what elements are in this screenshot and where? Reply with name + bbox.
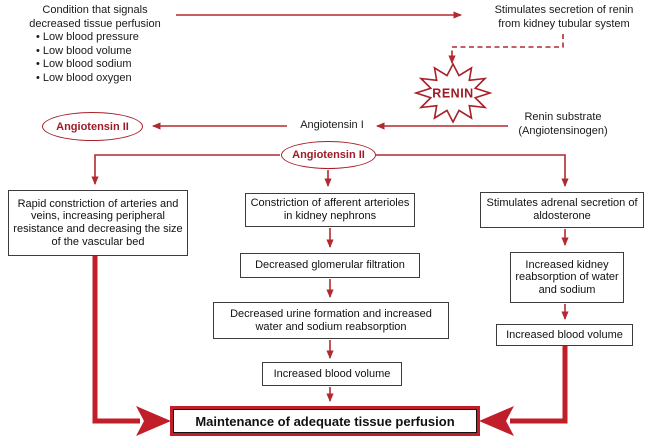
box-adrenal-secretion: Stimulates adrenal secretion of aldosterone [480,192,644,228]
angiotensin-ii-ellipse-left: Angiotensin II [42,112,143,141]
angiotensin-i-label: Angiotensin I [300,119,364,131]
bullet-low-blood-oxygen: • Low blood oxygen [36,71,132,84]
box-decreased-urine: Decreased urine formation and increased water and sodium reabsorption [213,302,449,339]
big-arrowhead-left [136,406,171,436]
condition-block [16,4,174,85]
thick-line-right [510,346,565,421]
box-increased-blood-volume-mid: Increased blood volume [262,362,402,386]
box-afferent-constriction: Constriction of afferent arterioles in kidney nephrons [245,193,415,227]
branch-left [95,155,280,184]
condition-line2: decreased tissue perfusion [29,17,161,30]
bullet-low-blood-volume: • Low blood volume [36,44,132,57]
condition-bullets [16,31,174,85]
angiotensin-ii-ellipse-center: Angiotensin II [281,141,376,169]
box-decreased-filtration: Decreased glomerular filtration [240,253,420,278]
box-rapid-constriction: Rapid constriction of arteries and veins, increasing peripheral resistance and decreasing the size of the vascular bed [8,190,188,256]
renin-label: RENIN [432,86,474,101]
stimulates-renin-text [481,4,647,31]
renin-substrate-line1: Renin substrate [524,111,602,123]
thick-line-left [95,256,140,421]
condition-line1: Condition that signals [42,4,148,16]
renin-substrate-text [487,111,639,138]
stimulates-line2: from kidney tubular system [498,17,630,30]
stimulates-line1: Stimulates secretion of renin [494,4,634,16]
box-kidney-reabsorption: Increased kidney reabsorption of water and sodium [510,252,624,303]
dashed-arrow-to-renin [452,34,563,63]
branch-right [376,155,565,186]
big-arrowhead-right [479,406,514,436]
renin-substrate-line2: (Angiotensinogen) [518,124,608,137]
bullet-low-blood-pressure: • Low blood pressure [36,31,139,43]
bullet-low-blood-sodium: • Low blood sodium [36,58,132,70]
box-maintenance: Maintenance of adequate tissue perfusion [173,409,477,433]
box-maintenance-outer [170,406,480,436]
box-increased-blood-volume-right: Increased blood volume [496,324,633,346]
